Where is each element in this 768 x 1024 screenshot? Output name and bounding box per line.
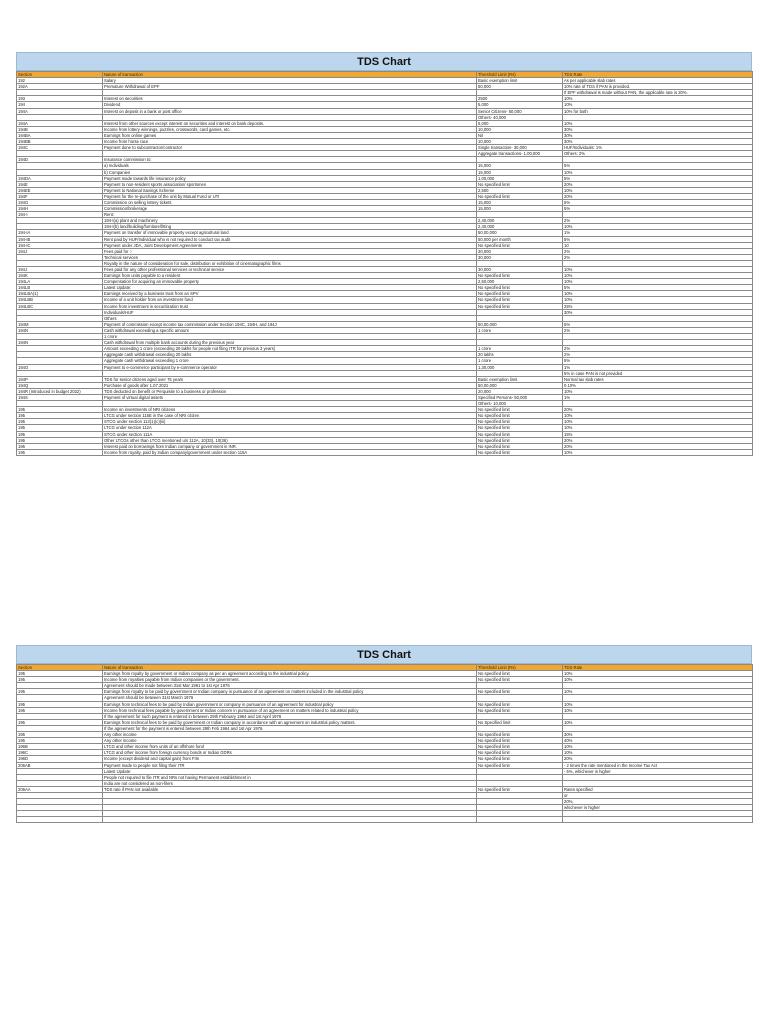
nature-of-transaction-cell: Income (except dividend and capital gain) from FIIs	[103, 756, 477, 762]
threshold-limit-cell: Aggregate transactions- 1,00,000	[477, 151, 563, 157]
nature-of-transaction-cell: b) Companies	[103, 169, 477, 175]
section-cell: 195	[17, 407, 103, 413]
section-cell: 194R (Introduced in budget 2022)	[17, 388, 103, 394]
threshold-limit-cell: 1,30,000	[477, 364, 563, 370]
nature-of-transaction-cell: Payment made towards life insurance policy	[103, 175, 477, 181]
nature-of-transaction-cell: People not required to file ITR and NRs not having Permanent establishment in	[103, 774, 477, 780]
threshold-limit-cell: No specified limit	[477, 701, 563, 707]
threshold-limit-cell: 20 lakhs	[477, 352, 563, 358]
nature-of-transaction-cell: Earnings from online games	[103, 132, 477, 138]
threshold-limit-cell: 1 crore	[477, 327, 563, 333]
nature-of-transaction-cell: Commission on selling lottery tickets	[103, 199, 477, 205]
nature-of-transaction-cell: Agreement should be between 31st March 1976	[103, 695, 477, 701]
nature-of-transaction-cell: a) Individuals	[103, 163, 477, 169]
threshold-limit-cell: No specified limit	[477, 750, 563, 756]
section-header: Section	[17, 72, 103, 78]
section-cell: 194A	[17, 108, 103, 114]
threshold-limit-cell: 50,000 per month	[477, 236, 563, 242]
tds-rate-cell: 20%	[563, 181, 753, 187]
section-cell: 194P	[17, 376, 103, 382]
threshold-limit-cell: No specified limit	[477, 303, 563, 309]
threshold-limit-cell: No specified limit	[477, 413, 563, 419]
nature-of-transaction-cell: Technical services	[103, 254, 477, 260]
threshold-limit-header: Threshold Limit (Rs)	[477, 665, 563, 671]
threshold-limit-cell: 5,000	[477, 120, 563, 126]
nature-of-transaction-cell: Purchase of goods after 1.07.2021	[103, 382, 477, 388]
nature-of-transaction-cell: Income from royalty, paid by Indian company/government under section 115A	[103, 449, 477, 455]
tds-rate-cell: 20%	[563, 193, 753, 199]
tds-rate-cell: 10%	[563, 425, 753, 431]
threshold-limit-cell: Others- 10,000	[477, 401, 563, 407]
threshold-limit-cell: No specified limit	[477, 297, 563, 303]
threshold-limit-cell: No specified limit	[477, 689, 563, 695]
tds-rate-cell: 5%	[563, 236, 753, 242]
threshold-limit-cell: No specified limit	[477, 181, 563, 187]
tds-rate-cell: 10%	[563, 224, 753, 230]
tds-rate-cell: 10%	[563, 120, 753, 126]
section-cell: 206AB	[17, 762, 103, 768]
tds-rate-cell: 10%	[563, 449, 753, 455]
nature-of-transaction-cell: Payment on transfer of immovable property except agricultural land	[103, 230, 477, 236]
nature-of-transaction-cell: Income on investments of NRI citizens	[103, 407, 477, 413]
section-cell: 192	[17, 78, 103, 84]
threshold-limit-cell: 1,00,000	[477, 175, 563, 181]
threshold-limit-cell: No Specified limit	[477, 719, 563, 725]
nature-of-transaction-cell: LTCG under section 115E in the case of NRI citizen	[103, 413, 477, 419]
section-cell: 194S	[17, 394, 103, 400]
section-cell: 194-IA	[17, 230, 103, 236]
tds-rate-cell: 30%	[563, 126, 753, 132]
threshold-limit-cell: 15,000	[477, 206, 563, 212]
tds-rate-cell: 10%	[563, 419, 753, 425]
sheet-title: TDS Chart	[16, 645, 752, 664]
section-cell: 194BB	[17, 139, 103, 145]
nature-of-transaction-cell: Fees paid for any other professional services or technical service	[103, 267, 477, 273]
tds-table	[16, 664, 753, 823]
threshold-limit-cell: No specified limit	[477, 425, 563, 431]
section-cell: 195	[17, 732, 103, 738]
nature-of-transaction-cell: Agreement should be made between 31st Mar 1961 to 1st Apr 1976	[103, 683, 477, 689]
section-cell: 194Q	[17, 382, 103, 388]
tds-rate-cell: Rates specified	[563, 786, 753, 792]
tds-rate-cell	[563, 817, 753, 823]
nature-of-transaction-cell: Royalty in the nature of consideration for sale, distribution or exhibition of cinematographic films	[103, 260, 477, 266]
nature-of-transaction-cell: Compensation for acquiring an immovable property	[103, 279, 477, 285]
nature-of-transaction-header: Nature of transaction	[103, 72, 477, 78]
section-cell: 194H	[17, 206, 103, 212]
tds-rate-cell: 10%	[563, 689, 753, 695]
section-cell: 194O	[17, 364, 103, 370]
threshold-limit-cell: No specified limit	[477, 443, 563, 449]
nature-of-transaction-cell: Payment to non-resident sports association/ sportsmen	[103, 181, 477, 187]
tds-rate-cell: whichever is higher	[563, 805, 753, 811]
section-cell: 194A	[17, 120, 103, 126]
threshold-limit-cell: No specified limit	[477, 242, 563, 248]
tds-rate-cell: 5%	[563, 199, 753, 205]
threshold-limit-cell: Single transaction- 30,000	[477, 145, 563, 151]
tds-rate-cell: 2%	[563, 254, 753, 260]
nature-of-transaction-cell: Income from horse race	[103, 139, 477, 145]
threshold-limit-cell: No specified limit	[477, 419, 563, 425]
tds-rate-cell: 10%	[563, 388, 753, 394]
nature-of-transaction-cell: Earnings from royalty by government or Indian company as per an agreement according to the industrial policy.	[103, 671, 477, 677]
tds-rate-cell: 2%	[563, 248, 753, 254]
section-cell: 195	[17, 719, 103, 725]
nature-of-transaction-cell: TDS for senior citizens aged over 75 years	[103, 376, 477, 382]
nature-of-transaction-cell: Rent paid by HUF/Individual who is not required to conduct tax audit	[103, 236, 477, 242]
section-cell: 194LA	[17, 279, 103, 285]
nature-of-transaction-cell: Payment done to subcontractor/contractor	[103, 145, 477, 151]
tds-rate-cell: 0.10%	[563, 382, 753, 388]
nature-of-transaction-cell: Income from lottery winnings, puzzles, crosswords, card games, etc.	[103, 126, 477, 132]
tds-rate-cell: 10%	[563, 677, 753, 683]
threshold-limit-cell: No specified limit	[477, 677, 563, 683]
nature-of-transaction-cell: Aggregate cash withdrawal exceeding 1 crore	[103, 358, 477, 364]
threshold-limit-cell: 50,000	[477, 84, 563, 90]
tds-rate-cell: If EPF withdrawal is made without PAN, the applicable rate is 20%.	[563, 90, 753, 96]
tds-rate-cell: 10%	[563, 96, 753, 102]
nature-of-transaction-cell: Amount exceeding 1 crore (exceeding 20 lakhs for people not filing ITR for previous 3 years)	[103, 346, 477, 352]
tds-rate-cell: 2%	[563, 352, 753, 358]
section-cell: 194EE	[17, 187, 103, 193]
section-cell: 194LBB	[17, 297, 103, 303]
tds-rate-cell: Normal tax slab rates	[563, 376, 753, 382]
threshold-limit-cell: 2500	[477, 96, 563, 102]
tds-rate-cell: 1%	[563, 394, 753, 400]
section-cell: 195	[17, 701, 103, 707]
tds-rate-cell: 30%	[563, 132, 753, 138]
section-cell: 195	[17, 419, 103, 425]
tds-rate-cell: 10%	[563, 707, 753, 713]
threshold-limit-cell: No specified limit	[477, 449, 563, 455]
section-cell: 194B	[17, 126, 103, 132]
nature-of-transaction-cell: Earnings from technical fees to be paid by government or Indian company in accordance with an agreement on industrial policy matters.	[103, 719, 477, 725]
nature-of-transaction-cell: Payment under JDA, Joint Development Agreements	[103, 242, 477, 248]
threshold-limit-cell: 30,000	[477, 254, 563, 260]
tds-rate-header: TDS Rate	[563, 72, 753, 78]
tds-rate-cell: 10	[563, 242, 753, 248]
threshold-limit-cell: No specified limit	[477, 671, 563, 677]
nature-of-transaction-cell: Cash withdrawal exceeding a specific amount	[103, 327, 477, 333]
nature-of-transaction-cell: Payment to National Savings Scheme	[103, 187, 477, 193]
tds-rate-cell: 10% for both	[563, 108, 753, 114]
threshold-limit-cell: 2,50,000	[477, 279, 563, 285]
tds-rate-cell: 25%	[563, 303, 753, 309]
tds-rate-cell: 5%	[563, 285, 753, 291]
nature-of-transaction-cell: LTCG and other income from units of an offshore fund	[103, 744, 477, 750]
nature-of-transaction-cell: Fees paid for :-	[103, 248, 477, 254]
section-cell	[17, 817, 103, 823]
tds-chart-sheet-1	[16, 52, 752, 456]
section-cell: 195	[17, 738, 103, 744]
nature-of-transaction-cell: Income from royalties payable from Indian companies or the government.	[103, 677, 477, 683]
threshold-limit-cell: No specified limit	[477, 762, 563, 768]
tds-rate-cell: 5%	[563, 206, 753, 212]
threshold-limit-cell	[477, 817, 563, 823]
tds-rate-cell: Others: 2%	[563, 151, 753, 157]
section-cell: 194LBC	[17, 303, 103, 309]
tds-rate-cell: 20%	[563, 407, 753, 413]
tds-rate-cell: 20%	[563, 437, 753, 443]
nature-of-transaction-cell: Aggregate cash withdrawal exceeding 20 lakhs	[103, 352, 477, 358]
threshold-limit-cell: 10,000	[477, 139, 563, 145]
table-row	[17, 449, 753, 455]
section-cell: 194BA	[17, 132, 103, 138]
tds-rate-cell: 5% in case PAN is not provided	[563, 370, 753, 376]
section-cell: 195	[17, 413, 103, 419]
nature-of-transaction-cell: Any other income	[103, 738, 477, 744]
nature-of-transaction-cell: Income of a unit holder from an investment fund	[103, 297, 477, 303]
threshold-limit-cell: No specified limit	[477, 291, 563, 297]
nature-of-transaction-cell: Latest Update:	[103, 768, 477, 774]
tds-table	[16, 71, 753, 456]
tds-rate-cell: 30%	[563, 309, 753, 315]
nature-of-transaction-cell: If the agreement for the payment is entered between 29th Feb 1964 and 1st Apr 1976.	[103, 725, 477, 731]
nature-of-transaction-cell	[103, 817, 477, 823]
tds-rate-cell: 2%	[563, 346, 753, 352]
section-cell: 194J	[17, 248, 103, 254]
tds-rate-cell: 1%	[563, 230, 753, 236]
tds-rate-cell: 15%	[563, 431, 753, 437]
threshold-limit-cell: No specified limit	[477, 431, 563, 437]
threshold-limit-cell: Nil	[477, 132, 563, 138]
tds-rate-cell: 10%	[563, 744, 753, 750]
section-cell: 194DA	[17, 175, 103, 181]
tds-rate-cell: 20%	[563, 756, 753, 762]
nature-of-transaction-cell: Commission/brokerage	[103, 206, 477, 212]
tds-rate-cell: 10%	[563, 413, 753, 419]
tds-rate-cell: 40%	[563, 738, 753, 744]
section-cell: 195	[17, 689, 103, 695]
tds-rate-cell: 2%	[563, 218, 753, 224]
threshold-limit-cell: 10,000	[477, 126, 563, 132]
section-cell: 194J	[17, 267, 103, 273]
tds-rate-cell: 2%	[563, 327, 753, 333]
section-cell: 195	[17, 437, 103, 443]
threshold-limit-cell: No specified limit	[477, 786, 563, 792]
section-cell: 192A	[17, 84, 103, 90]
tds-rate-cell: 30%	[563, 139, 753, 145]
threshold-limit-cell: Basic exemption limit	[477, 376, 563, 382]
tds-rate-cell: 10%	[563, 671, 753, 677]
section-header: Section	[17, 665, 103, 671]
section-cell: 194E	[17, 181, 103, 187]
threshold-limit-cell: 50,00,000	[477, 230, 563, 236]
threshold-limit-cell: 30,000	[477, 267, 563, 273]
nature-of-transaction-cell: Interest paid on borrowings from Indian company or government in INR.	[103, 443, 477, 449]
tds-rate-cell: 10%	[563, 719, 753, 725]
section-cell: 194G	[17, 199, 103, 205]
nature-of-transaction-cell: Other LTCGs other than LTCG mentioned u/s 112A, 10(33), 10(36)	[103, 437, 477, 443]
nature-of-transaction-header: Nature of transaction	[103, 665, 477, 671]
section-cell: 195	[17, 707, 103, 713]
nature-of-transaction-cell: STCG under section 111A	[103, 431, 477, 437]
nature-of-transaction-cell: Interest on securities	[103, 96, 477, 102]
table-row	[17, 817, 753, 823]
nature-of-transaction-cell: TDS rate if PAN not available	[103, 786, 477, 792]
nature-of-transaction-cell: Payment for the re-purchase of the unit by Mutual Fund or UTI	[103, 193, 477, 199]
tds-rate-cell: - 2 times the rate mentioned in the Income Tax Act	[563, 762, 753, 768]
tds-chart-sheet-2	[16, 645, 752, 823]
tds-rate-cell: 10%	[563, 750, 753, 756]
tds-rate-cell: 10%	[563, 267, 753, 273]
threshold-limit-cell: 1 crore	[477, 346, 563, 352]
nature-of-transaction-cell: Cash withdrawal from multiple bank accounts during the previous year	[103, 340, 477, 346]
tds-rate-cell: 10% rate of TDS if PAN is provided.	[563, 84, 753, 90]
nature-of-transaction-cell: Rent:	[103, 212, 477, 218]
nature-of-transaction-cell: Salary	[103, 78, 477, 84]
section-cell: 206AA	[17, 786, 103, 792]
section-cell: 195	[17, 431, 103, 437]
section-cell: 194LBA(1)	[17, 291, 103, 297]
threshold-limit-cell: No specified limit	[477, 732, 563, 738]
nature-of-transaction-cell: Payment to e-commerce participant by e-commerce operator	[103, 364, 477, 370]
threshold-limit-cell: No specified limit	[477, 744, 563, 750]
section-cell: 194F	[17, 193, 103, 199]
threshold-limit-cell: 15,000	[477, 199, 563, 205]
threshold-limit-cell: Others- 40,000	[477, 114, 563, 120]
nature-of-transaction-cell: 1 crore	[103, 334, 477, 340]
section-cell: 193	[17, 96, 103, 102]
nature-of-transaction-cell: LTCG under section 112A	[103, 425, 477, 431]
threshold-limit-cell: Specified Persons- 50,000	[477, 394, 563, 400]
section-cell: 195	[17, 671, 103, 677]
tds-rate-cell: 10%	[563, 273, 753, 279]
threshold-limit-cell: Basic exemption limit	[477, 78, 563, 84]
section-cell: 194N	[17, 340, 103, 346]
tds-rate-cell: 5%	[563, 163, 753, 169]
tds-rate-header: TDS Rate	[563, 665, 753, 671]
section-cell: 195	[17, 449, 103, 455]
nature-of-transaction-cell: 194-I(b) land/building/furniture/fitting	[103, 224, 477, 230]
nature-of-transaction-cell: Any other income	[103, 732, 477, 738]
section-cell: 194C	[17, 145, 103, 151]
threshold-limit-cell: 50,00,000	[477, 382, 563, 388]
nature-of-transaction-cell: Payment of commission except income tax commission under Section 194C, 194H, and 194J	[103, 321, 477, 327]
threshold-limit-cell: 20,000	[477, 388, 563, 394]
tds-rate-cell: 10%	[563, 187, 753, 193]
threshold-limit-cell: No specified limit	[477, 407, 563, 413]
nature-of-transaction-cell: Payment made to people not filing their ITR	[103, 762, 477, 768]
section-cell: 194LB	[17, 285, 103, 291]
tds-rate-cell: 10%	[563, 291, 753, 297]
threshold-limit-cell: No specified limit	[477, 285, 563, 291]
nature-of-transaction-cell: Earnings from royalty to be paid by government or Indian company in pursuance of an agreement on matters included in the industrial policy	[103, 689, 477, 695]
section-cell: 194	[17, 102, 103, 108]
threshold-limit-cell: No specified limit	[477, 193, 563, 199]
tds-rate-cell: 10%	[563, 279, 753, 285]
section-cell: 196C	[17, 750, 103, 756]
threshold-limit-cell: 5,000	[477, 102, 563, 108]
nature-of-transaction-cell: Income from investment in securitization trust	[103, 303, 477, 309]
tds-rate-cell: 5%	[563, 321, 753, 327]
tds-rate-cell: 10%	[563, 102, 753, 108]
tds-rate-cell: 10%	[563, 169, 753, 175]
threshold-limit-cell: 1 crore	[477, 358, 563, 364]
nature-of-transaction-cell: Individuals/HUF	[103, 309, 477, 315]
threshold-limit-cell: 2,40,000	[477, 224, 563, 230]
section-cell: 194D	[17, 157, 103, 163]
tds-rate-cell: 10%	[563, 297, 753, 303]
section-cell: 194-IB	[17, 236, 103, 242]
nature-of-transaction-cell: Earnings received by a business trust from an SPV	[103, 291, 477, 297]
threshold-limit-cell: 15,000	[477, 169, 563, 175]
tds-rate-cell: 20%,	[563, 799, 753, 805]
section-cell: 194M	[17, 321, 103, 327]
nature-of-transaction-cell: 194-I(a) plant and machinery	[103, 218, 477, 224]
nature-of-transaction-cell: If the agreement for such payment is entered in between 29th February 1964 and 1st April 1976	[103, 713, 477, 719]
tds-rate-cell: 5%	[563, 358, 753, 364]
section-cell: 195	[17, 443, 103, 449]
threshold-limit-header: Threshold Limit (Rs)	[477, 72, 563, 78]
nature-of-transaction-cell: Payment of virtual digital assets	[103, 394, 477, 400]
tds-rate-cell: - 5%, whichever is higher	[563, 768, 753, 774]
nature-of-transaction-cell: Insurance commission to:	[103, 157, 477, 163]
threshold-limit-cell: No specified limit	[477, 707, 563, 713]
nature-of-transaction-cell: Income from technical fees payable by government or Indian concern in pursuance of an agreement on matters related to industrial policy	[103, 707, 477, 713]
nature-of-transaction-cell: Earnings from units payable to a resident	[103, 273, 477, 279]
nature-of-transaction-cell: Premature Withdrawal of EPF	[103, 84, 477, 90]
nature-of-transaction-cell: STCG under section 112(1)(c)(iii)	[103, 419, 477, 425]
threshold-limit-cell: No specified limit	[477, 738, 563, 744]
nature-of-transaction-cell: India are not considered as non-filers	[103, 780, 477, 786]
threshold-limit-cell: No specified limit	[477, 756, 563, 762]
section-cell: 194-IC	[17, 242, 103, 248]
nature-of-transaction-cell: LTCG and other income from foreign currency bonds or Indian GDRs	[103, 750, 477, 756]
threshold-limit-cell: No specified limit	[477, 273, 563, 279]
threshold-limit-cell: Senior Citizens- 50,000	[477, 108, 563, 114]
threshold-limit-cell: 15,000	[477, 163, 563, 169]
nature-of-transaction-cell: TDS deducted on benefit or Perquisite to a business or profession	[103, 388, 477, 394]
nature-of-transaction-cell: Earnings from technical fees to be paid by Indian government or company in pursuance of an agreement for industrial policy	[103, 701, 477, 707]
nature-of-transaction-cell: Interest from other sources except interest on securities and interest on bank deposits.	[103, 120, 477, 126]
tds-rate-cell: 20%	[563, 443, 753, 449]
section-cell: 196D	[17, 756, 103, 762]
section-cell: 194N	[17, 327, 103, 333]
nature-of-transaction-cell: Others	[103, 315, 477, 321]
sheet-title: TDS Chart	[16, 52, 752, 71]
nature-of-transaction-cell: Dividend	[103, 102, 477, 108]
tds-rate-cell: 1%	[563, 364, 753, 370]
section-cell: 196B	[17, 744, 103, 750]
tds-rate-cell: or	[563, 792, 753, 798]
section-cell: 195	[17, 677, 103, 683]
nature-of-transaction-cell: Interest on deposit in a bank or post office	[103, 108, 477, 114]
section-cell: 194K	[17, 273, 103, 279]
threshold-limit-cell: 30,000	[477, 248, 563, 254]
threshold-limit-cell: 2,500	[477, 187, 563, 193]
threshold-limit-cell: No specified limit	[477, 437, 563, 443]
tds-rate-cell: 30%	[563, 732, 753, 738]
tds-rate-cell: 10%	[563, 701, 753, 707]
nature-of-transaction-cell: Latest Update:	[103, 285, 477, 291]
section-cell: 195	[17, 425, 103, 431]
threshold-limit-cell: 2,40,000	[477, 218, 563, 224]
tds-rate-cell: As per applicable slab rates	[563, 78, 753, 84]
threshold-limit-cell: 50,00,000	[477, 321, 563, 327]
section-cell: 194-I	[17, 212, 103, 218]
tds-rate-cell: HUF/Individuals: 1%	[563, 145, 753, 151]
tds-rate-cell: 5%	[563, 175, 753, 181]
